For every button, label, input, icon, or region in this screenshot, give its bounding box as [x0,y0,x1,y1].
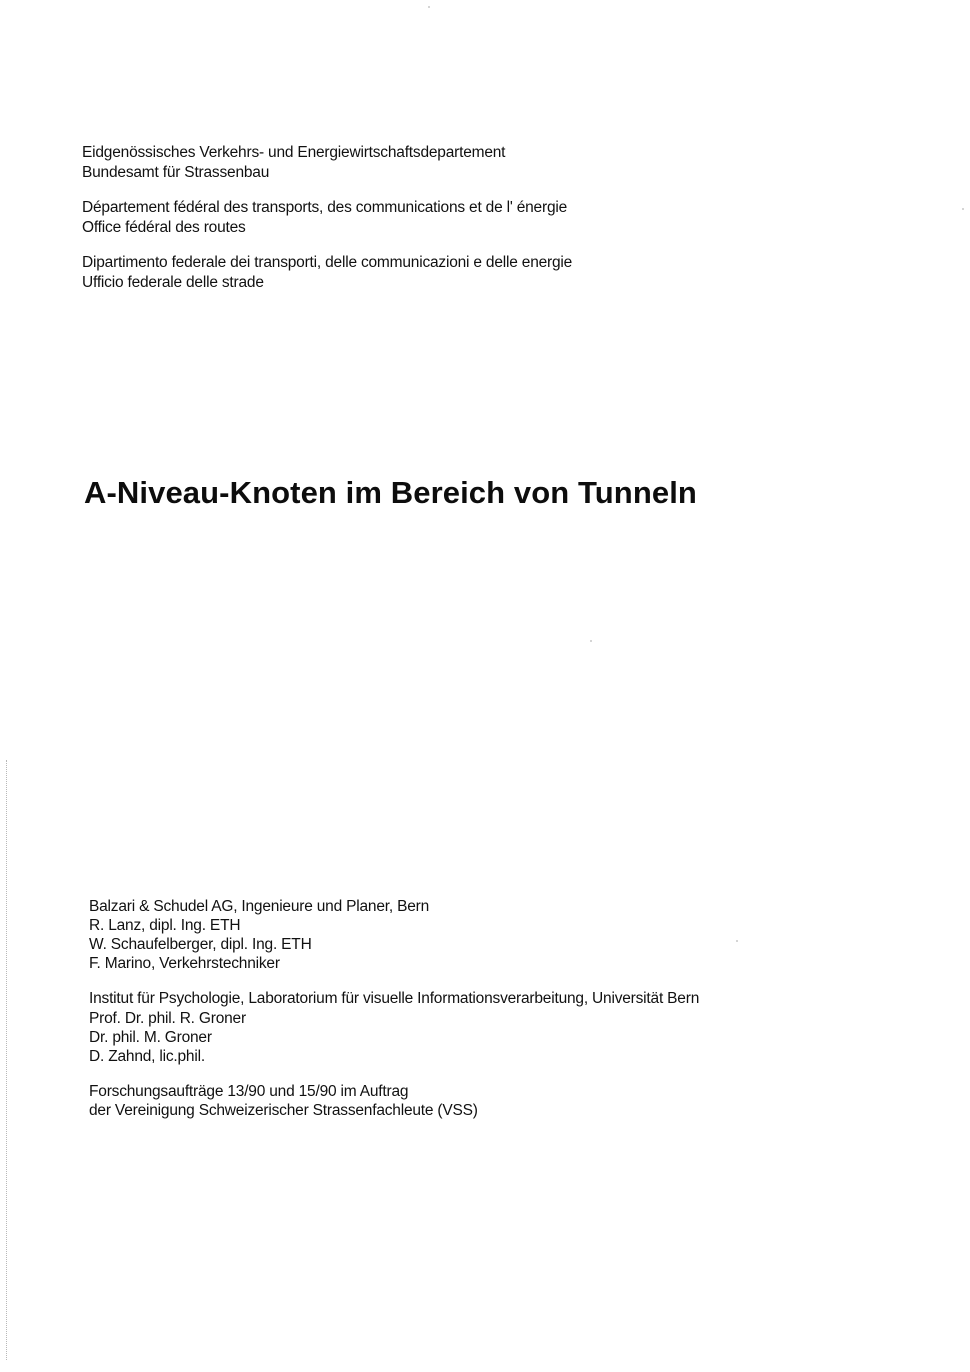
scan-speck [962,208,964,210]
agency-department-de: Eidgenössisches Verkehrs- und Energiewirtschaftsdepartement [82,144,506,161]
report-title: A-Niveau-Knoten im Bereich von Tunneln [84,475,697,510]
author-institute-member: Prof. Dr. phil. R. Groner [89,1010,246,1027]
author-institute-name: Institut für Psychologie, Laboratorium für visuelle Informationsverarbeitung, Universität Bern [89,990,700,1007]
agency-office-it: Ufficio federale delle strade [82,274,264,291]
author-firm-member: W. Schaufelberger, dipl. Ing. ETH [89,936,312,953]
author-institute-member: Dr. phil. M. Groner [89,1029,212,1046]
scan-speck [428,6,430,8]
author-institute-member: D. Zahnd, lic.phil. [89,1048,205,1065]
agency-department-it: Dipartimento federale dei transporti, delle communicazioni e delle energie [82,254,573,271]
commission-line: Forschungsaufträge 13/90 und 15/90 im Auftrag [89,1083,409,1100]
scan-speck [590,640,592,642]
author-firm-name: Balzari & Schudel AG, Ingenieure und Planer, Bern [89,898,430,915]
author-firm-member: F. Marino, Verkehrstechniker [89,955,280,972]
author-firm-member: R. Lanz, dipl. Ing. ETH [89,917,241,934]
commission-line: der Vereinigung Schweizerischer Strassenfachleute (VSS) [89,1102,478,1119]
agency-office-fr: Office fédéral des routes [82,219,246,236]
agency-department-fr: Département fédéral des transports, des communications et de l' énergie [82,199,568,216]
agency-office-de: Bundesamt für Strassenbau [82,164,270,181]
scan-speck [736,940,738,942]
scan-edge-artifact [6,760,7,1360]
